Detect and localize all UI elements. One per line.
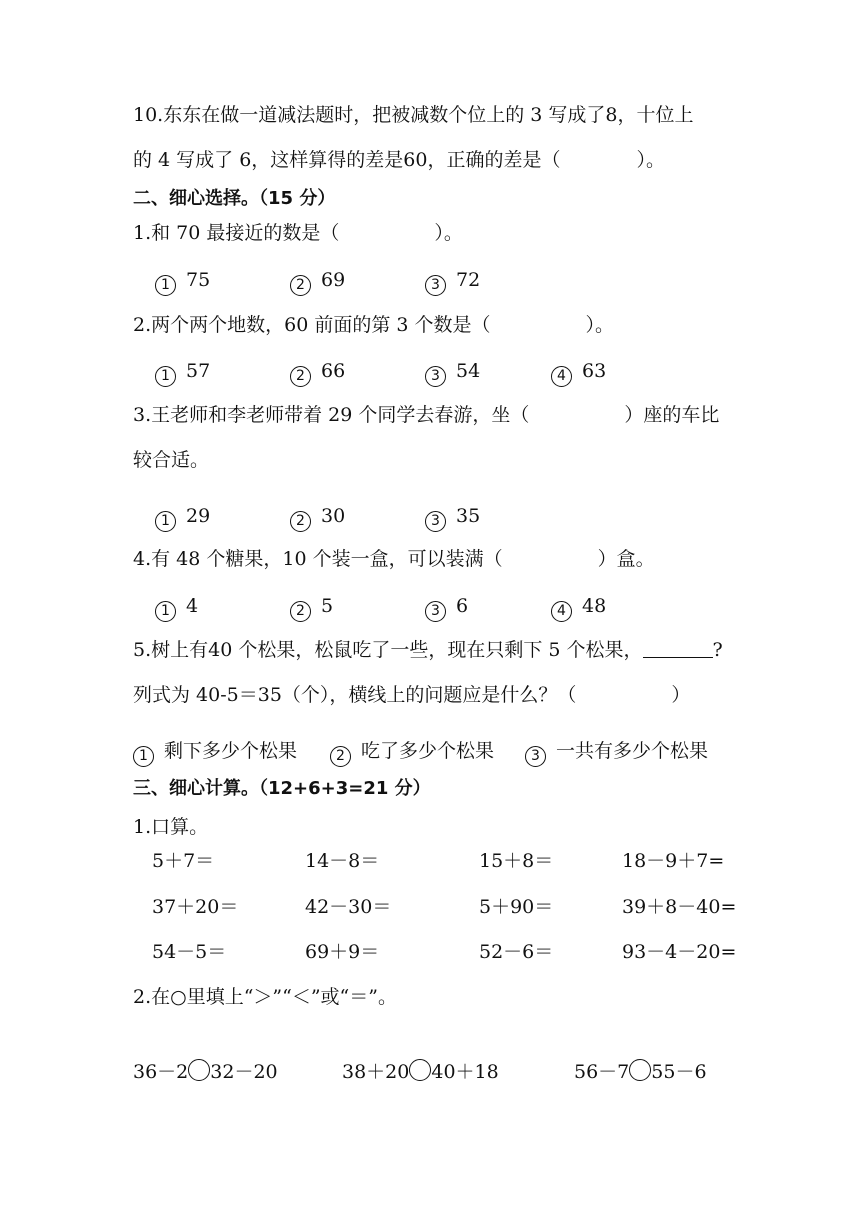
choice-q5-stem-line1: 5.树上有40 个松果，松鼠吃了一些，现在只剩下 5 个松果， ? [133,639,723,661]
oral-calc-item[interactable]: 42－30＝ [305,896,392,918]
circled-number-icon: 3 [525,746,546,767]
oral-calc-item[interactable]: 37＋20＝ [152,896,239,918]
choice-q2-option-2[interactable]: 2 66 [290,362,345,387]
oral-calc-title: 1.口算。 [133,816,209,838]
circled-number-icon: 2 [290,366,311,387]
circled-number-icon: 1 [155,275,176,296]
choice-q3-stem-line2: 较合适。 [133,449,210,471]
choice-q4-option-3[interactable]: 3 6 [425,597,468,622]
oral-calc-item[interactable]: 15＋8＝ [479,850,554,872]
circled-number-icon: 3 [425,366,446,387]
circled-number-icon: 1 [155,511,176,532]
compare-item-2: 38＋20 40＋18 [342,1061,499,1083]
oral-calc-item[interactable]: 39＋8－40= [622,896,737,918]
circled-number-icon: 1 [155,601,176,622]
circled-number-icon: 2 [290,275,311,296]
choice-q5-option-1[interactable]: 1 剩下多少个松果 [133,742,297,767]
choice-q5-option-2[interactable]: 2 吃了多少个松果 [330,742,494,767]
choice-q3-option-2[interactable]: 2 30 [290,507,345,532]
circled-number-icon: 3 [425,275,446,296]
compare-circle-icon[interactable] [188,1059,210,1081]
circled-number-icon: 4 [551,601,572,622]
choice-q4-option-1[interactable]: 1 4 [155,597,198,622]
oral-calc-item[interactable]: 5＋90＝ [479,896,554,918]
compare-item-1: 36－2 32－20 [133,1061,278,1083]
oral-calc-item[interactable]: 52－6＝ [479,941,554,963]
circled-number-icon: 3 [425,601,446,622]
circled-number-icon: 4 [551,366,572,387]
choice-q2-option-4[interactable]: 4 63 [551,362,606,387]
choice-q3-stem-line1: 3.王老师和李老师带着 29 个同学去春游，坐（ ）座的车比 [133,404,720,426]
choice-q1-stem: 1.和 70 最接近的数是（ ）。 [133,222,463,244]
choice-q1-option-2[interactable]: 2 69 [290,271,345,296]
compare-circle-icon[interactable] [409,1059,431,1081]
compare-title: 2.在○里填上“＞”“＜”或“＝”。 [133,986,397,1008]
circled-number-icon: 3 [425,511,446,532]
section3-heading: 三、细心计算。（12+6+3=21 分） [133,778,431,799]
circled-number-icon: 1 [133,746,154,767]
circled-number-icon: 2 [290,601,311,622]
choice-q3-option-1[interactable]: 1 29 [155,507,210,532]
compare-circle-icon[interactable] [629,1059,651,1081]
circled-number-icon: 2 [290,511,311,532]
choice-q4-option-4[interactable]: 4 48 [551,597,606,622]
circled-number-icon: 2 [330,746,351,767]
compare-item-3: 56－7 55－6 [574,1061,707,1083]
q10-line2: 的 4 写成了 6，这样算得的差是60，正确的差是（ ）。 [133,149,665,171]
choice-q2-option-3[interactable]: 3 54 [425,362,480,387]
oral-calc-item[interactable]: 93－4－20= [622,941,737,963]
choice-q4-stem: 4.有 48 个糖果，10 个装一盒，可以装满（ ）盒。 [133,548,655,570]
choice-q1-option-1[interactable]: 1 75 [155,271,210,296]
choice-q5-stem-line2: 列式为 40-5＝35（个），横线上的问题应是什么？（ ） [133,684,691,706]
choice-q2-stem: 2.两个两个地数，60 前面的第 3 个数是（ ）。 [133,314,615,336]
section2-heading: 二、细心选择。（15 分） [133,188,336,209]
q10-line1: 10.东东在做一道减法题时，把被减数个位上的 3 写成了8，十位上 [133,104,694,126]
circled-number-icon: 1 [155,366,176,387]
oral-calc-item[interactable]: 5＋7＝ [152,850,215,872]
oral-calc-item[interactable]: 69＋9＝ [305,941,380,963]
choice-q1-option-3[interactable]: 3 72 [425,271,480,296]
choice-q2-option-1[interactable]: 1 57 [155,362,210,387]
oral-calc-item[interactable]: 18－9＋7= [622,850,725,872]
oral-calc-item[interactable]: 14－8＝ [305,850,380,872]
choice-q4-option-2[interactable]: 2 5 [290,597,333,622]
choice-q3-option-3[interactable]: 3 35 [425,507,480,532]
oral-calc-item[interactable]: 54－5＝ [152,941,227,963]
answer-blank-line[interactable] [643,643,713,658]
choice-q5-option-3[interactable]: 3 一共有多少个松果 [525,742,708,767]
